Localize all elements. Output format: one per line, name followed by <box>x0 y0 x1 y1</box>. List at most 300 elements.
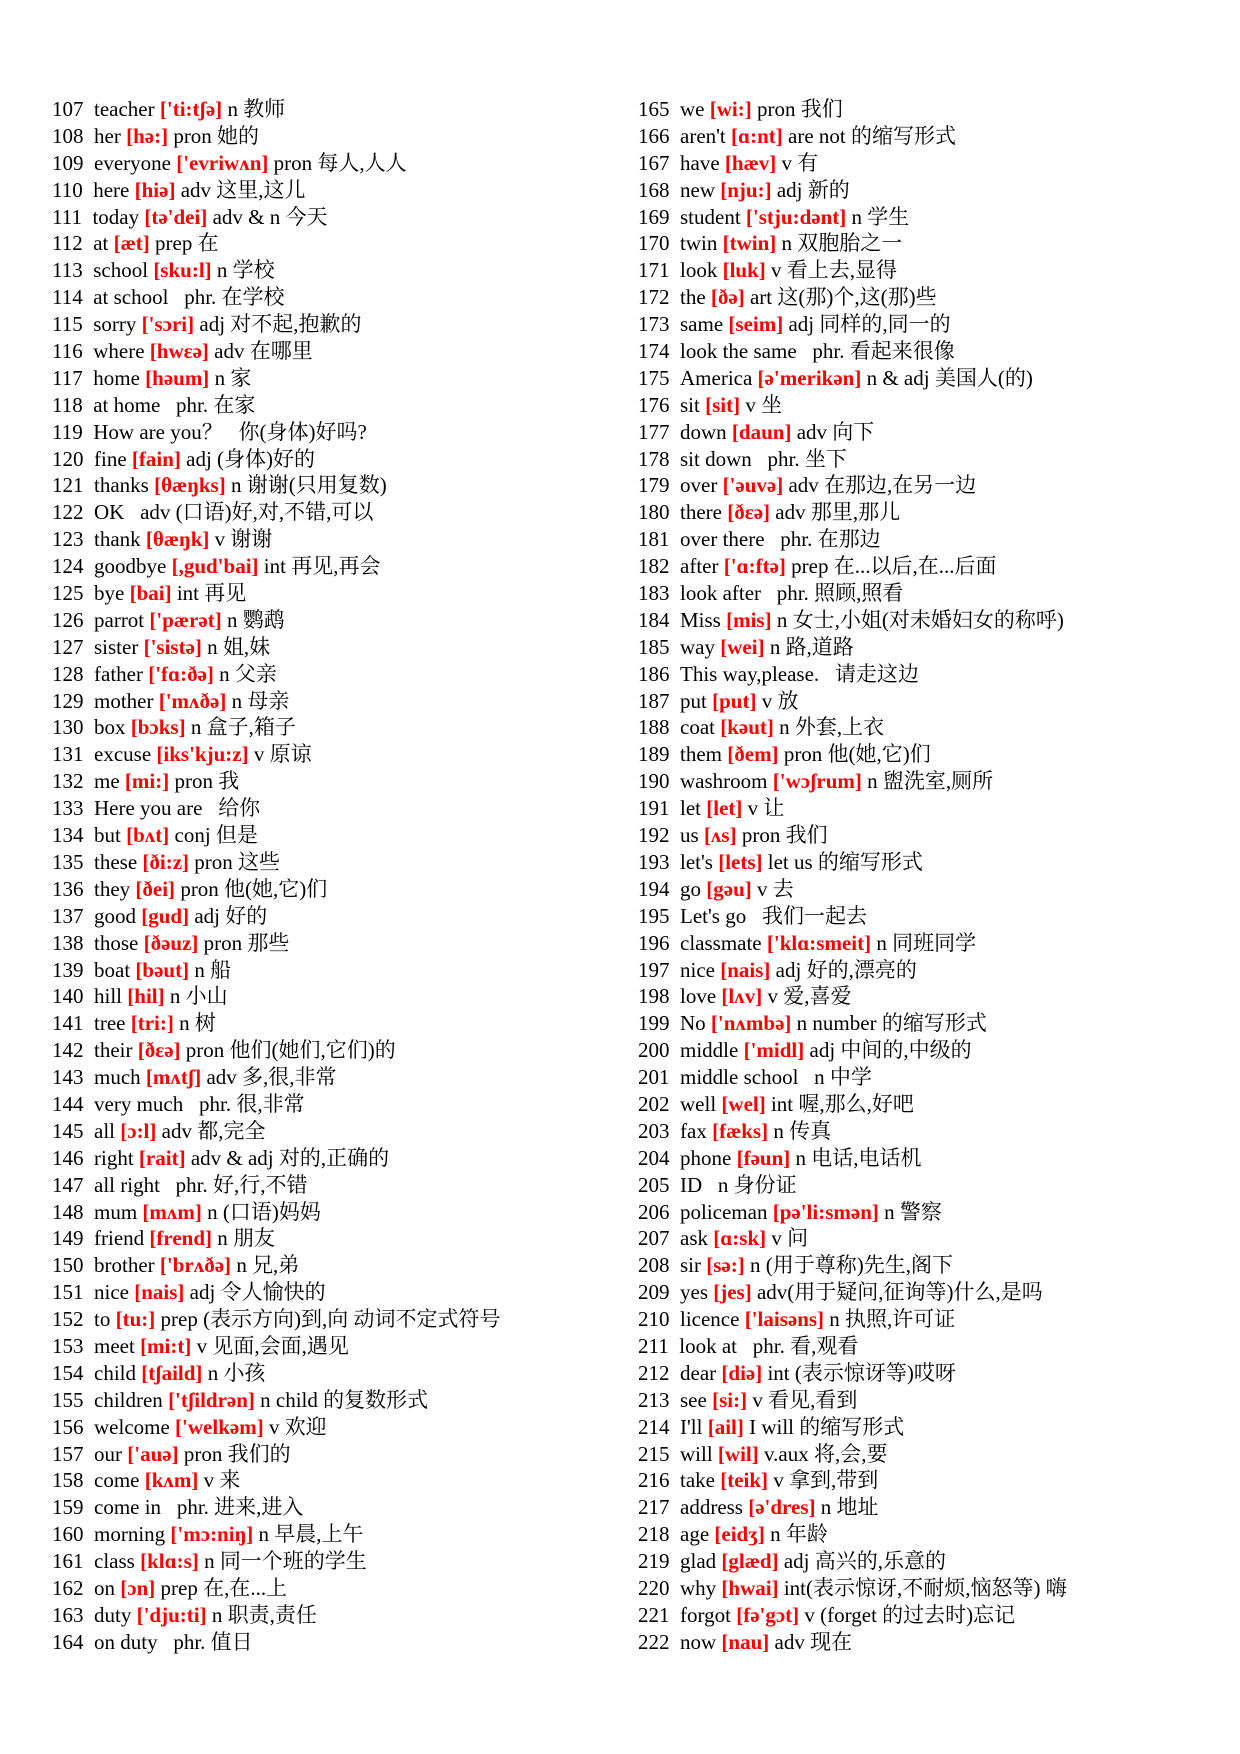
entry-word: but <box>94 823 121 848</box>
vocab-entry <box>638 177 1228 204</box>
entry-number: 141 <box>52 1011 84 1036</box>
entry-number: 134 <box>52 823 84 848</box>
vocab-entry <box>52 957 612 984</box>
entry-phonetic: [nais] <box>720 957 771 982</box>
vocab-entry <box>52 1387 612 1414</box>
vocab-entry <box>638 795 1228 822</box>
entry-word: let's <box>680 849 713 874</box>
entry-number: 190 <box>638 769 670 794</box>
entry-definition: phr. 看,观看 <box>752 1333 859 1358</box>
entry-definition: adv 向下 <box>796 419 875 444</box>
entry-number: 111 <box>52 204 82 229</box>
entry-definition: pron 我 <box>174 769 240 794</box>
entry-word: home <box>93 365 140 390</box>
entry-number: 180 <box>638 500 670 525</box>
entry-definition: n 小山 <box>169 984 228 1009</box>
entry-word: coat <box>680 715 715 740</box>
entry-definition: adj 对不起,抱歉的 <box>199 312 362 337</box>
entry-number: 176 <box>638 392 670 417</box>
entry-phonetic: [jes] <box>713 1280 752 1305</box>
entry-phonetic: [wi:] <box>709 97 752 121</box>
entry-word: there <box>680 500 722 525</box>
vocab-entry <box>638 1306 1228 1333</box>
vocab-entry <box>638 661 1228 688</box>
vocab-entry <box>52 230 612 257</box>
entry-phonetic: ['sɔri] <box>141 312 195 337</box>
vocab-entry <box>52 123 612 150</box>
entry-word: father <box>94 661 143 686</box>
vocab-entry <box>52 983 612 1010</box>
vocab-entry <box>52 1467 612 1494</box>
entry-phonetic: [ðεə] <box>137 1038 181 1063</box>
entry-word: licence <box>680 1307 740 1332</box>
entry-word: right <box>94 1145 134 1170</box>
entry-definition: phr. 在家 <box>176 392 256 417</box>
entry-phonetic: ['dju:ti] <box>136 1602 207 1627</box>
vocab-entry <box>638 1494 1228 1521</box>
entry-phonetic: [ə'merikən] <box>757 365 862 390</box>
vocab-entry <box>638 526 1228 553</box>
entry-phonetic: ['sistə] <box>143 634 202 659</box>
entry-word: middle school <box>680 1065 799 1090</box>
vocab-entry <box>52 204 612 231</box>
entry-phonetic: ['auə] <box>127 1441 179 1466</box>
vocab-entry <box>52 1118 612 1145</box>
vocab-entry <box>52 257 612 284</box>
vocab-entry <box>52 741 612 768</box>
entry-number: 214 <box>638 1414 670 1439</box>
entry-phonetic: [eidʒ] <box>714 1522 765 1547</box>
vocab-entry <box>52 365 612 392</box>
entry-phonetic: [frend] <box>149 1226 213 1251</box>
entry-phonetic: [tu:] <box>115 1307 156 1332</box>
vocab-entry <box>52 177 612 204</box>
vocab-entry <box>52 661 612 688</box>
entry-number: 129 <box>52 688 84 713</box>
vocab-entry <box>638 365 1228 392</box>
vocab-entry <box>638 392 1228 419</box>
entry-number: 157 <box>52 1441 84 1466</box>
entry-definition: adv (口语)好,对,不错,可以 <box>140 500 374 525</box>
vocab-entry <box>52 795 612 822</box>
entry-number: 181 <box>638 527 670 552</box>
entry-number: 200 <box>638 1038 670 1063</box>
entry-word: mum <box>94 1199 138 1224</box>
entry-number: 142 <box>52 1038 84 1063</box>
entry-word: tree <box>94 1011 126 1036</box>
entry-word: goodbye <box>94 554 167 579</box>
entry-number: 196 <box>638 930 670 955</box>
vocab-entry <box>638 983 1228 1010</box>
entry-number: 143 <box>52 1065 84 1090</box>
vocab-entry <box>638 1252 1228 1279</box>
entry-phonetic: [wil] <box>717 1441 759 1466</box>
vocab-entry <box>52 1037 612 1064</box>
entry-word: sorry <box>93 312 137 337</box>
vocab-entry <box>638 419 1228 446</box>
entry-number: 116 <box>52 339 83 364</box>
vocab-entry <box>638 1521 1228 1548</box>
entry-phonetic: ['ti:tʃə] <box>159 97 223 121</box>
entry-number: 169 <box>638 204 670 229</box>
entry-phonetic: ['fɑ:ðə] <box>148 661 214 686</box>
entry-number: 201 <box>638 1065 670 1090</box>
vocab-entry <box>638 204 1228 231</box>
vocab-entry <box>52 1575 612 1602</box>
entry-phonetic: [sit] <box>705 392 741 417</box>
entry-number: 216 <box>638 1468 670 1493</box>
entry-word: morning <box>94 1522 166 1547</box>
vocab-entry <box>52 1172 612 1199</box>
entry-phonetic: [kʌm] <box>144 1468 199 1493</box>
entry-phonetic: ['tʃildrən] <box>168 1387 255 1412</box>
entry-definition: 请走这边 <box>834 661 919 686</box>
vocab-entry <box>52 688 612 715</box>
vocab-entry <box>638 1279 1228 1306</box>
entry-number: 193 <box>638 849 670 874</box>
entry-definition: v 放 <box>761 688 799 713</box>
entry-phonetic: [rait] <box>138 1145 186 1170</box>
entry-phonetic: [hwεə] <box>149 339 209 364</box>
vocab-entry <box>638 903 1228 930</box>
entry-phonetic: [seim] <box>728 312 784 337</box>
vocab-entry <box>638 1145 1228 1172</box>
entry-phonetic: [ðεə] <box>727 500 771 525</box>
entry-definition: pron 他们(她们,它们)的 <box>185 1038 396 1063</box>
entry-word: How are you？ <box>93 419 223 444</box>
entry-word: they <box>94 876 131 901</box>
entry-word: brother <box>94 1253 155 1278</box>
vocab-entry <box>638 849 1228 876</box>
entry-phonetic: [pə'li:smən] <box>772 1199 879 1224</box>
entry-number: 168 <box>638 177 670 202</box>
entry-definition: n child 的复数形式 <box>260 1387 429 1412</box>
entry-definition: adv & adj 对的,正确的 <box>190 1145 390 1170</box>
entry-phonetic: [hwai] <box>721 1575 779 1600</box>
entry-definition: phr. 很,非常 <box>198 1091 305 1116</box>
entry-word: these <box>94 849 138 874</box>
entry-number: 127 <box>52 634 84 659</box>
entry-number: 136 <box>52 876 84 901</box>
entry-definition: n 父亲 <box>219 661 277 686</box>
entry-word: on duty <box>94 1629 158 1654</box>
vocab-entry <box>638 1414 1228 1441</box>
entry-word: me <box>94 769 120 794</box>
vocab-entry <box>638 580 1228 607</box>
entry-definition: v 有 <box>781 150 819 175</box>
entry-number: 114 <box>52 285 83 310</box>
entry-word: children <box>94 1387 163 1412</box>
entry-number: 177 <box>638 419 670 444</box>
entry-word: us <box>680 823 699 848</box>
entry-number: 139 <box>52 957 84 982</box>
vocab-entry <box>638 1172 1228 1199</box>
entry-phonetic: ['pærət] <box>149 607 222 632</box>
entry-number: 113 <box>52 258 83 283</box>
entry-phonetic: ['mʌðə] <box>158 688 227 713</box>
entry-number: 156 <box>52 1414 84 1439</box>
entry-number: 126 <box>52 607 84 632</box>
entry-phonetic: [ɑ:sk] <box>713 1226 767 1251</box>
entry-definition: n 姐,妹 <box>207 634 271 659</box>
entry-phonetic: [ðem] <box>727 742 779 767</box>
vocab-entry <box>638 472 1228 499</box>
entry-definition: v.aux 将,会,要 <box>764 1441 888 1466</box>
entry-word: after <box>680 554 719 579</box>
entry-phonetic: [lʌv] <box>721 984 763 1009</box>
entry-definition: int 喔,那么,好吧 <box>770 1091 914 1116</box>
vocab-entry <box>638 230 1228 257</box>
entry-word: very much <box>94 1091 184 1116</box>
entry-word: ID <box>680 1172 703 1197</box>
entry-number: 217 <box>638 1495 670 1520</box>
entry-word: child <box>94 1360 136 1385</box>
entry-word: down <box>680 419 727 444</box>
entry-definition: pron 这些 <box>194 849 281 874</box>
entry-number: 203 <box>638 1118 670 1143</box>
entry-definition: v 见面,会面,遇见 <box>196 1333 349 1358</box>
entry-number: 151 <box>52 1280 84 1305</box>
entry-number: 164 <box>52 1629 84 1654</box>
entry-number: 172 <box>638 285 670 310</box>
entry-phonetic: [ə'dres] <box>748 1495 816 1520</box>
entry-phonetic: [mʌtʃ] <box>145 1065 202 1090</box>
entry-definition: are not 的缩写形式 <box>788 123 956 148</box>
entry-number: 209 <box>638 1280 670 1305</box>
entry-number: 118 <box>52 392 83 417</box>
entry-word: school <box>93 258 149 283</box>
entry-word: all <box>94 1118 115 1143</box>
entry-word: will <box>680 1441 713 1466</box>
entry-phonetic: ['evriwʌn] <box>176 150 269 175</box>
entry-number: 153 <box>52 1333 84 1358</box>
entry-number: 195 <box>638 903 670 928</box>
entry-phonetic: [hə:] <box>126 123 169 148</box>
entry-number: 115 <box>52 312 83 337</box>
entry-definition: n 小孩 <box>207 1360 266 1385</box>
entry-definition: art 这(那)个,这(那)些 <box>749 285 937 310</box>
entry-word: forgot <box>680 1602 731 1627</box>
entry-phonetic: [klɑ:s] <box>140 1549 199 1574</box>
entry-word: aren't <box>680 123 726 148</box>
entry-definition: int (表示惊讶等)哎呀 <box>767 1360 956 1385</box>
vocab-entry <box>638 1629 1228 1656</box>
entry-number: 123 <box>52 527 84 552</box>
entry-number: 121 <box>52 473 84 498</box>
entry-word: sir <box>680 1253 701 1278</box>
entry-word: come <box>94 1468 140 1493</box>
vocab-entry <box>52 1252 612 1279</box>
entry-word: classmate <box>680 930 762 955</box>
entry-number: 125 <box>52 581 84 606</box>
entry-word: good <box>94 903 136 928</box>
vocab-entry <box>52 1225 612 1252</box>
entry-phonetic: [ɑ:nt] <box>731 123 783 148</box>
vocab-entry <box>638 96 1228 123</box>
entry-word: age <box>680 1522 710 1547</box>
vocab-entry <box>638 1118 1228 1145</box>
entry-number: 220 <box>638 1575 670 1600</box>
entry-phonetic: [gud] <box>141 903 190 928</box>
entry-phonetic: [bʌt] <box>126 823 170 848</box>
entry-definition: n 外套,上衣 <box>779 715 885 740</box>
entry-word: I'll <box>680 1414 703 1439</box>
entry-word: look <box>680 258 718 283</box>
entry-number: 179 <box>638 473 670 498</box>
entry-number: 182 <box>638 554 670 579</box>
entry-phonetic: [bəut] <box>135 957 190 982</box>
entry-definition: 我们一起去 <box>761 903 867 928</box>
entry-phonetic: ['midl] <box>743 1038 805 1063</box>
entry-word: at <box>93 231 109 256</box>
entry-definition: n 同班同学 <box>876 930 977 955</box>
entry-definition: int(表示惊讶,不耐烦,恼怒等) 嗨 <box>783 1575 1067 1600</box>
entry-number: 198 <box>638 984 670 1009</box>
vocab-entry <box>52 768 612 795</box>
entry-number: 122 <box>52 500 84 525</box>
entry-phonetic: [diə] <box>721 1360 763 1385</box>
entry-word: teacher <box>94 97 155 121</box>
entry-definition: adj 令人愉快的 <box>189 1280 326 1305</box>
entry-number: 207 <box>638 1226 670 1251</box>
vocab-entry <box>638 688 1228 715</box>
entry-number: 194 <box>638 876 670 901</box>
entry-phonetic: [tə'dei] <box>144 204 208 229</box>
entry-number: 161 <box>52 1549 84 1574</box>
entry-definition: I will 的缩写形式 <box>749 1414 905 1439</box>
entry-word: go <box>680 876 701 901</box>
entry-phonetic: [gəu] <box>706 876 752 901</box>
entry-phonetic: [put] <box>712 688 757 713</box>
vocab-entry <box>638 1225 1228 1252</box>
entry-word: everyone <box>94 150 171 175</box>
entry-number: 133 <box>52 796 84 821</box>
entry-phonetic: [ɔn] <box>120 1575 156 1600</box>
entry-phonetic: [tʃaild] <box>141 1360 203 1385</box>
entry-word: we <box>680 97 705 121</box>
entry-phonetic: [nais] <box>134 1280 185 1305</box>
vocab-entry <box>52 1548 612 1575</box>
entry-word: why <box>680 1575 717 1600</box>
entry-number: 175 <box>638 365 670 390</box>
entry-number: 159 <box>52 1495 84 1520</box>
entry-word: mother <box>94 688 154 713</box>
entry-number: 202 <box>638 1091 670 1116</box>
entry-number: 131 <box>52 742 84 767</box>
entry-phonetic: [hil] <box>127 984 165 1009</box>
vocab-entry <box>52 607 612 634</box>
entry-definition: phr. 在那边 <box>780 527 881 552</box>
entry-definition: phr. 好,行,不错 <box>175 1172 308 1197</box>
entry-number: 204 <box>638 1145 670 1170</box>
entry-definition: n 盒子,箱子 <box>190 715 296 740</box>
entry-definition: prep 在,在...上 <box>160 1575 288 1600</box>
entry-phonetic: [lets] <box>718 849 763 874</box>
vocab-entry <box>638 499 1228 526</box>
entry-word: nice <box>680 957 715 982</box>
entry-number: 158 <box>52 1468 84 1493</box>
entry-word: well <box>680 1091 717 1116</box>
entry-phonetic: [həum] <box>145 365 210 390</box>
entry-word: class <box>94 1549 135 1574</box>
entry-phonetic: [wei] <box>720 634 765 659</box>
entry-definition: pron 他(她,它)们 <box>180 876 328 901</box>
vocab-entry <box>52 1414 612 1441</box>
vocab-entry <box>52 1010 612 1037</box>
entry-phonetic: [θæŋk] <box>145 527 210 552</box>
entry-number: 170 <box>638 231 670 256</box>
entry-definition: phr. 坐下 <box>767 446 847 471</box>
entry-definition: n 电话,电话机 <box>795 1145 922 1170</box>
vocab-entry <box>52 580 612 607</box>
entry-phonetic: [iks'kju:z] <box>156 742 249 767</box>
entry-definition: n 女士,小姐(对未婚妇女的称呼) <box>776 607 1064 632</box>
entry-definition: n 同一个班的学生 <box>204 1549 367 1574</box>
entry-word: America <box>680 365 753 390</box>
entry-number: 219 <box>638 1549 670 1574</box>
vocab-entry <box>52 714 612 741</box>
entry-number: 218 <box>638 1522 670 1547</box>
entry-definition: n 谢谢(只用复数) <box>230 473 387 498</box>
entry-word: middle <box>680 1038 739 1063</box>
entry-definition: n 身份证 <box>717 1172 797 1197</box>
entry-definition: adv & n 今天 <box>212 204 328 229</box>
entry-number: 107 <box>52 97 84 121</box>
entry-word: let <box>680 796 701 821</box>
entry-word: fine <box>94 446 127 471</box>
entry-definition: adv 多,很,非常 <box>206 1065 337 1090</box>
entry-definition: n 家 <box>214 365 252 390</box>
vocab-entry <box>52 1360 612 1387</box>
entry-word: sit down <box>680 446 752 471</box>
entry-word: sit <box>680 392 700 417</box>
entry-number: 188 <box>638 715 670 740</box>
entry-word: much <box>94 1065 141 1090</box>
entry-definition: n 执照,许可证 <box>829 1307 956 1332</box>
entry-number: 110 <box>52 177 83 202</box>
vocab-entry <box>52 1091 612 1118</box>
vocabulary-column-left <box>52 96 612 1656</box>
entry-word: have <box>680 150 720 175</box>
entry-number: 147 <box>52 1172 84 1197</box>
entry-phonetic: ['klɑ:smeit] <box>766 930 872 955</box>
entry-number: 187 <box>638 688 670 713</box>
entry-definition: n number 的缩写形式 <box>796 1011 987 1036</box>
entry-number: 215 <box>638 1441 670 1466</box>
entry-definition: n 早晨,上午 <box>258 1522 364 1547</box>
entry-phonetic: [bai] <box>129 581 172 606</box>
entry-phonetic: [ɔ:l] <box>120 1118 157 1143</box>
vocab-entry <box>638 257 1228 284</box>
vocab-entry <box>638 1387 1228 1414</box>
vocab-entry <box>52 150 612 177</box>
entry-number: 208 <box>638 1253 670 1278</box>
entry-word: No <box>680 1011 706 1036</box>
entry-phonetic: [let] <box>706 796 743 821</box>
entry-definition: n 学校 <box>216 258 275 283</box>
entry-definition: adj (身体)好的 <box>186 446 316 471</box>
vocab-entry <box>638 634 1228 661</box>
entry-definition: adv 都,完全 <box>161 1118 266 1143</box>
entry-word: glad <box>680 1549 717 1574</box>
entry-number: 163 <box>52 1602 84 1627</box>
entry-phonetic: [ðə] <box>710 285 745 310</box>
vocab-entry <box>638 1602 1228 1629</box>
vocab-entry <box>52 1494 612 1521</box>
vocab-entry <box>52 419 612 446</box>
entry-phonetic: [wel] <box>721 1091 766 1116</box>
entry-definition: adv 现在 <box>774 1629 853 1654</box>
